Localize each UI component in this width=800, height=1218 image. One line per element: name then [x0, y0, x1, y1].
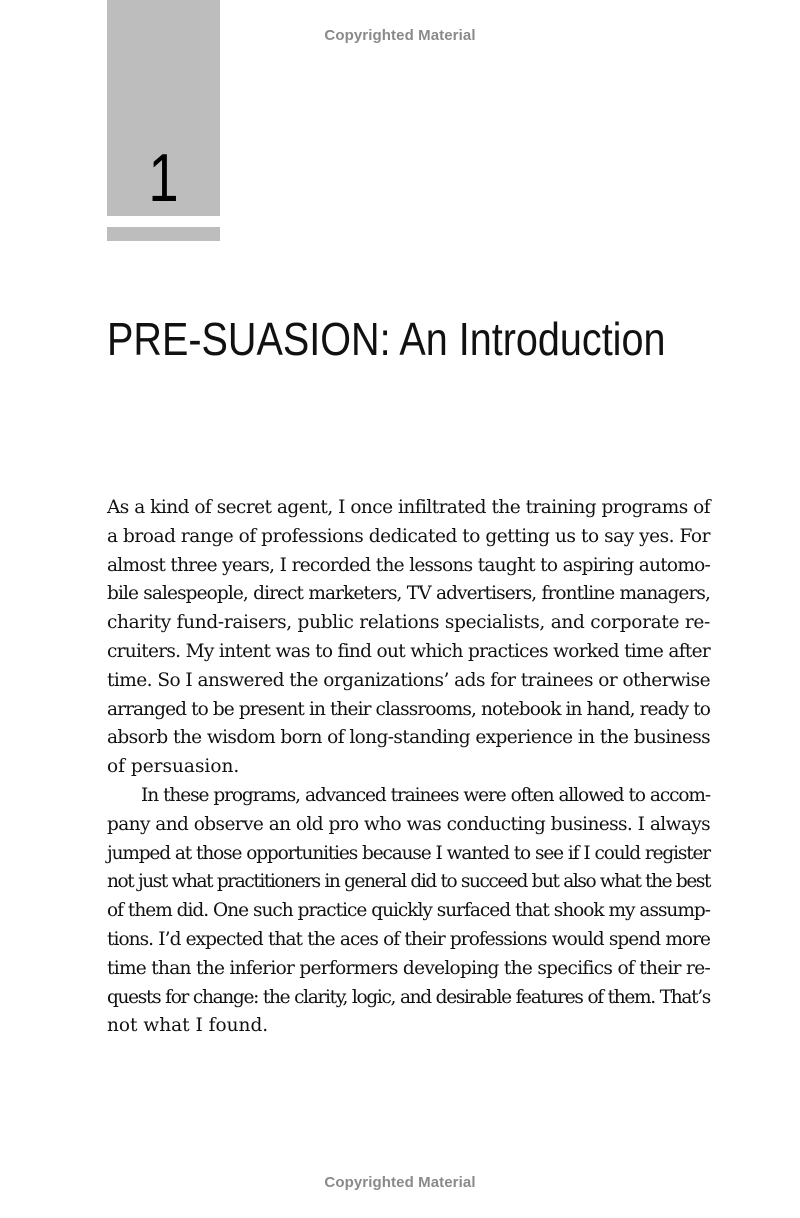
body-text: [107, 494, 710, 1041]
text-line: arranged to be present in their classrooms, notebook in hand, ready to: [107, 698, 710, 720]
chapter-divider-bar: [107, 227, 220, 241]
text-line: quests for change: the clarity, logic, and desirable features of them. That’s: [107, 986, 710, 1008]
copyright-watermark-bottom: Copyrighted Material: [324, 1174, 476, 1191]
text-line: time. So I answered the organizations’ ads for trainees or otherwise: [107, 669, 710, 691]
chapter-number: 1: [148, 140, 179, 216]
text-line: jumped at those opportunities because I wanted to see if I could register: [107, 842, 710, 864]
text-line: almost three years, I recorded the lessons taught to aspiring automo-: [107, 554, 710, 576]
text-line: cruiters. My intent was to find out which practices worked time after: [107, 640, 710, 662]
text-line: charity fund-raisers, public relations specialists, and corporate re-: [107, 612, 710, 634]
text-line: absorb the wisdom born of long-standing experience in the business: [107, 727, 710, 749]
chapter-title: PRE-SUASION: An Introduction: [107, 313, 666, 365]
text-line: As a kind of secret agent, I once infiltrated the training programs of: [107, 497, 710, 518]
paragraph-2: [107, 782, 710, 1041]
text-line: bile salespeople, direct marketers, TV advertisers, frontline managers,: [107, 583, 710, 605]
text-line: not just what practitioners in general did to succeed but also what the best: [107, 871, 710, 893]
text-line: time than the inferior performers developing the specifics of their re-: [107, 957, 710, 979]
chapter-number-block: [107, 0, 220, 216]
text-line: not what I found.: [107, 1015, 269, 1037]
text-line: of persuasion.: [107, 756, 240, 778]
text-line: a broad range of professions dedicated to getting us to say yes. For: [107, 525, 710, 547]
text-line: of them did. One such practice quickly surfaced that shook my assump-: [107, 900, 710, 922]
paragraph-1: [107, 494, 710, 782]
text-line: In these programs, advanced trainees were often allowed to accom-: [141, 784, 710, 806]
copyright-watermark-top: Copyrighted Material: [324, 27, 476, 44]
text-line: tions. I’d expected that the aces of their professions would spend more: [107, 928, 710, 950]
text-line: pany and observe an old pro who was conducting business. I always: [107, 813, 710, 835]
